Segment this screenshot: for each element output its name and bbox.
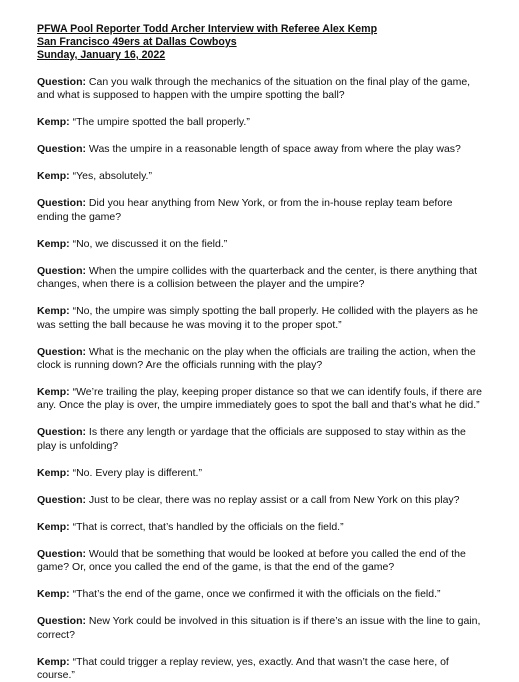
- speaker-label: Question:: [37, 76, 86, 88]
- speaker-label: Kemp:: [37, 237, 70, 250]
- entry-text: “No. Every play is different.”: [72, 466, 202, 479]
- speaker-label: Question:: [37, 493, 86, 506]
- speaker-label: Kemp:: [37, 655, 70, 668]
- speaker-label: Kemp:: [37, 170, 70, 183]
- transcript-entry: [37, 548, 483, 575]
- entry-text: Would that be something that would be looked at before you called the end of the game? Or, once you called the end of the game, is that the end of the game?: [37, 547, 466, 574]
- transcript: [37, 76, 483, 682]
- speaker-label: Question:: [37, 143, 86, 156]
- entry-text: New York could be involved in this situation is if there’s an issue with the line to gain, correct?: [37, 615, 481, 641]
- speaker-label: Kemp:: [37, 305, 70, 318]
- transcript-entry: [37, 76, 483, 103]
- entry-text: “We’re trailing the play, keeping proper distance so that we can identify fouls, if there are any. Once the play is over, the umpire immediately goes to spot the ball and that’s what he did.”: [37, 386, 482, 412]
- entry-text: Did you hear anything from New York, or from the in-house replay team before ending the game?: [37, 197, 453, 223]
- speaker-label: Kemp:: [37, 520, 70, 533]
- entry-text: When the umpire collides with the quarterback and the center, is there anything that changes, when there is a collision between the player and the umpire?: [37, 264, 478, 291]
- speaker-label: Question:: [37, 547, 86, 560]
- speaker-label: Question:: [37, 615, 86, 628]
- speaker-label: Kemp:: [37, 466, 70, 479]
- transcript-entry: [37, 305, 483, 332]
- entry-text: Was the umpire in a reasonable length of space away from where the play was?: [88, 143, 461, 156]
- document-header: [37, 23, 483, 62]
- transcript-entry: [37, 346, 483, 373]
- transcript-entry: [37, 588, 483, 601]
- entry-text: Just to be clear, there was no replay assist or a call from New York on this play?: [88, 493, 460, 506]
- entry-text: “The umpire spotted the ball properly.”: [72, 116, 250, 129]
- entry-text: “That could trigger a replay review, yes, exactly. And that wasn’t the case here, of course.”: [37, 655, 449, 682]
- transcript-entry: [37, 521, 483, 534]
- document-title: PFWA Pool Reporter Todd Archer Interview with Referee Alex Kemp: [37, 23, 378, 35]
- game-matchup: San Francisco 49ers at Dallas Cowboys: [37, 36, 237, 48]
- speaker-label: Question:: [37, 197, 86, 210]
- speaker-label: Kemp:: [37, 588, 70, 601]
- game-date: Sunday, January 16, 2022: [37, 49, 166, 61]
- entry-text: “No, the umpire was simply spotting the ball properly. He collided with the players as he was setting the ball because he was moving it to the proper spot.”: [37, 305, 479, 331]
- entry-text: “Yes, absolutely.”: [72, 170, 152, 183]
- transcript-entry: [37, 494, 483, 507]
- transcript-entry: [37, 467, 483, 480]
- transcript-entry: [37, 386, 483, 413]
- transcript-entry: [37, 265, 483, 292]
- transcript-entry: [37, 197, 483, 224]
- transcript-entry: [37, 238, 483, 251]
- entry-text: What is the mechanic on the play when the officials are trailing the action, when the clock is running down? Are the officials running with the play?: [37, 345, 476, 372]
- transcript-entry: [37, 615, 483, 642]
- transcript-entry: [37, 426, 483, 453]
- speaker-label: Question:: [37, 426, 86, 439]
- speaker-label: Kemp:: [37, 116, 70, 129]
- entry-text: Is there any length or yardage that the officials are supposed to stay within as the play is unfolding?: [37, 426, 466, 452]
- entry-text: Can you walk through the mechanics of the situation on the final play of the game, and what is supposed to happen with the umpire spotting the ball?: [37, 76, 471, 102]
- entry-text: “That’s the end of the game, once we confirmed it with the officials on the field.”: [72, 588, 441, 601]
- speaker-label: Kemp:: [37, 386, 70, 399]
- speaker-label: Question:: [37, 345, 86, 358]
- transcript-entry: [37, 143, 483, 156]
- entry-text: “No, we discussed it on the field.”: [72, 237, 228, 250]
- transcript-entry: [37, 116, 483, 129]
- speaker-label: Question:: [37, 264, 86, 277]
- transcript-entry: [37, 170, 483, 183]
- entry-text: “That is correct, that’s handled by the officials on the field.”: [72, 520, 344, 533]
- transcript-entry: [37, 656, 483, 682]
